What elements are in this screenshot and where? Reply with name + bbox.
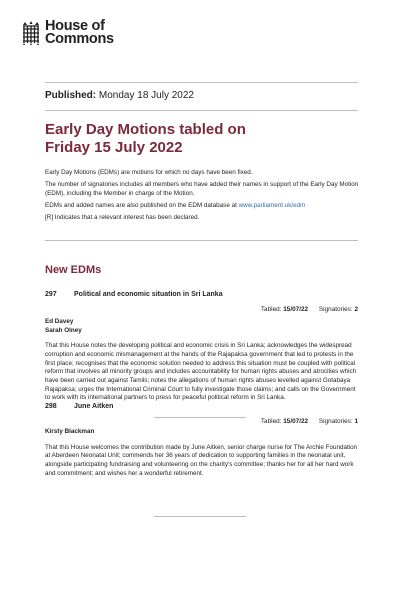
edm-header bbox=[45, 291, 358, 301]
tabled-date: 15/07/22 bbox=[283, 418, 309, 425]
intro-paragraph: The number of signatories includes all members who have added their names in support of the Early Day Motion (EDM), including the Member in charge of the Motion. bbox=[45, 180, 359, 197]
intro-paragraph bbox=[45, 202, 365, 211]
tabled-date: 15/07/22 bbox=[283, 306, 309, 313]
portcullis-icon bbox=[22, 21, 40, 45]
intro-paragraph: [R] Indicates that a relevant interest has been declared. bbox=[45, 213, 200, 221]
signatory-list bbox=[45, 318, 358, 335]
divider bbox=[45, 240, 358, 241]
edm-text: That this House welcomes the contribution made by June Aitken, senior charge nurse for The Archie Foundation at Aberdeen Neonatal Unit; commends her 36 years of dedication to supporting families in the neonatal unit, alongside participating fundraising and volunteering on the charity's committee; thanks her for all her hard work and commitment; and wishes her a wonderful retirement. bbox=[45, 443, 358, 477]
edm-database-link[interactable]: www.parliament.uk/edm bbox=[238, 201, 306, 209]
page-title bbox=[45, 121, 365, 157]
edm-meta bbox=[45, 418, 358, 428]
edm-text: That this House notes the developing political and economic crisis in Sri Lanka; acknowledges the widespread corruption and economic mismanagement at the hands of the Rajapaksa government that led to protests in the first place; recognises that the economic solution needed to address this situation must be coupled with political reform that involves all minority groups and includes accountability for human rights abuses and atrocities which have been carried out against Tamils; notes the allegations of human rights abuses levelled against Gotabaya Rajapaksa; urges the International Criminal Court to fully investigate those claims; and calls on the Government to work with its international partners to press for peaceful political reform in Sri Lanka. bbox=[45, 342, 357, 402]
published-label: Published: bbox=[45, 90, 97, 101]
signatory-list bbox=[45, 428, 358, 437]
published-date: Monday 18 July 2022 bbox=[98, 90, 194, 101]
edm-meta bbox=[45, 306, 358, 316]
edm-title: Political and economic situation in Sri Lanka bbox=[74, 291, 223, 298]
intro-link-prefix: EDMs and added names are also published on the EDM database at bbox=[45, 201, 239, 209]
logo-line-2: Commons bbox=[45, 31, 114, 47]
signatory-name: Ed Davey bbox=[45, 318, 74, 325]
edm-number: 298 bbox=[45, 403, 57, 410]
edm-header bbox=[45, 403, 358, 413]
divider bbox=[154, 516, 246, 517]
logo-text bbox=[45, 20, 114, 46]
published-line bbox=[45, 90, 194, 101]
page-title-line-2: Friday 15 July 2022 bbox=[45, 139, 183, 156]
signatories-label: Signatories: bbox=[318, 418, 353, 425]
signatories-count: 2 bbox=[354, 306, 358, 313]
tabled-label: Tabled: bbox=[260, 418, 282, 425]
divider bbox=[45, 82, 358, 83]
house-of-commons-logo bbox=[22, 16, 114, 50]
intro-paragraph: Early Day Motions (EDMs) are motions for which no days have been fixed. bbox=[45, 169, 253, 176]
edm-title: June Aitken bbox=[74, 403, 114, 410]
edm-entry bbox=[45, 403, 358, 478]
signatory-name: Sarah Olney bbox=[45, 326, 82, 334]
divider bbox=[45, 110, 358, 111]
signatory-name: Kirsty Blackman bbox=[45, 428, 95, 435]
tabled-label: Tabled: bbox=[260, 306, 282, 313]
section-heading: New EDMs bbox=[45, 264, 102, 276]
signatories-label: Signatories: bbox=[318, 306, 353, 313]
page-title-line-1: Early Day Motions tabled on bbox=[45, 121, 246, 138]
signatories-count: 1 bbox=[354, 418, 358, 425]
edm-number: 297 bbox=[45, 291, 57, 298]
edm-entry bbox=[45, 291, 358, 403]
logo-line-1: House of bbox=[45, 18, 105, 34]
intro-section bbox=[45, 169, 365, 226]
